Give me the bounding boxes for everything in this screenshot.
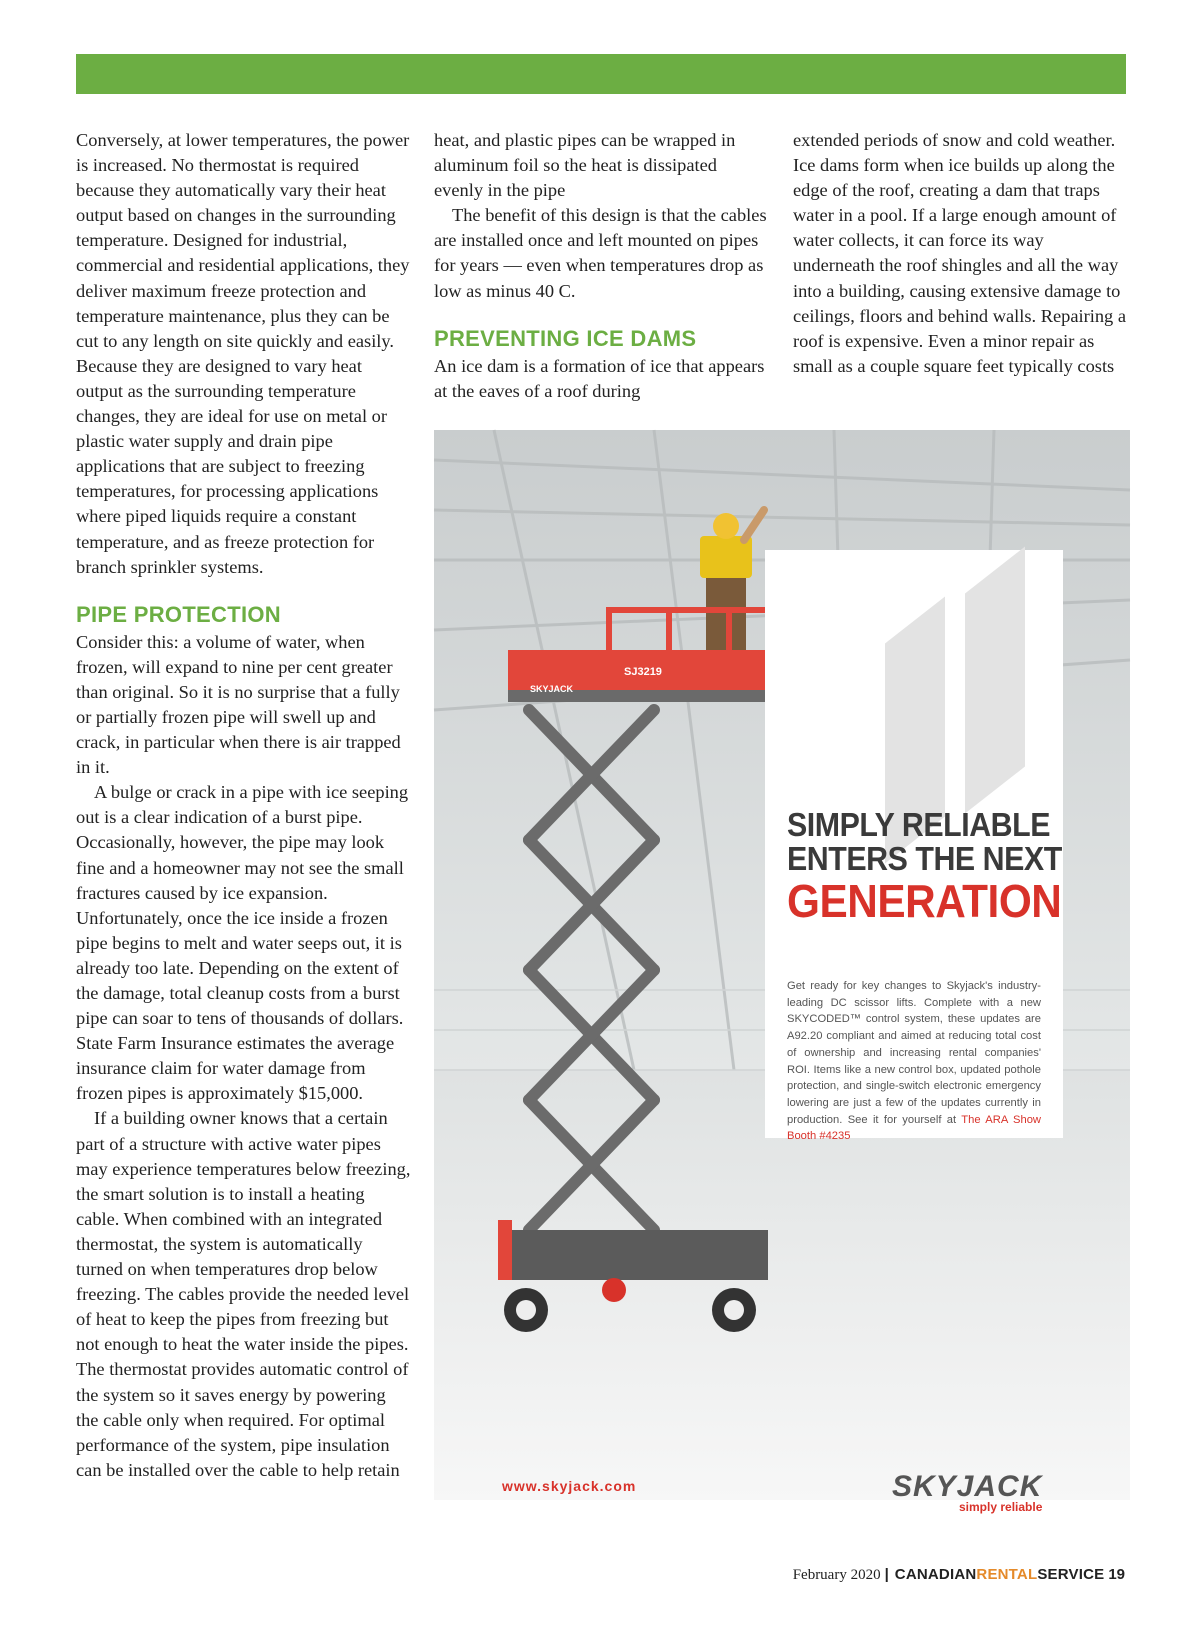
article-column-3 [793,128,1129,379]
magazine-title [895,1566,1105,1583]
skyjack-advertisement [434,430,1130,1514]
header-accent-bar [76,54,1126,94]
ad-body-text [787,978,1041,1145]
paragraph: An ice dam is a formation of ice that appears at the eaves of a roof during [434,355,765,401]
footer-separator: | [884,1566,889,1583]
page-footer [793,1566,1125,1584]
paragraph: If a building owner knows that a certain part of a structure with active water pipes may experience temperatures below freezing, the smart solution is to install a heating cable. When combined with an integrated thermostat, the system is automatically turned on when temperatures drop below freezing. The cables provide the needed level of heat to keep the pipes from freezing but not enough to heat the water inside the pipes. The thermostat provides automatic control of the system so it saves energy by powering the cable only when required. For optimal performance of the system, pipe insulation can be installed over the cable to help retain [76,1108,411,1480]
paragraph: Conversely, at lower temperatures, the power is increased. No thermostat is required because they automatically vary their heat output based on changes in the surrounding temperature. Designed for industrial, commercial and residential applications, they deliver maximum freeze protection and temperature maintenance, plus they can be cut to any length on site quickly and easily. Because they are designed to vary heat output as the surrounding temperature changes, they are ideal for use on metal or plastic water supply and drain pipe applications that are subject to freezing temperatures, for processing applications where piped liquids require a constant temperature, and as freeze protection for branch sprinkler systems. [76,130,410,577]
article-column-1 [76,128,412,1483]
ad-text-panel [765,550,1063,1143]
magazine-title-part: RENTAL [976,1566,1038,1583]
issue-date: February 2020 [792,1567,881,1583]
article-column-2 [434,128,770,404]
ad-booth-link[interactable]: The ARA Show Booth #4235 [787,1113,1042,1143]
ad-body-copy: Get ready for key changes to Skyjack's industry-leading DC scissor lifts. Complete with a new SKYCODED™ control system, these updates are A92.20 compliant and aimed at reducing total cost of ownership and increasing rental companies' ROI. Items like a new control box, updated pothole protection, and single-switch electronic emergency lowering are just a few of the updates currently in production. See it for yourself at [787,980,1041,1126]
section-heading-preventing-ice-dams: PREVENTING ICE DAMS [434,325,697,351]
ad-website-link[interactable]: www.skyjack.com [502,1478,637,1494]
page-number: 19 [1108,1566,1125,1583]
skyjack-logo [892,1470,1042,1514]
logo-tagline: simply reliable [959,1500,1043,1514]
ad-headline [787,806,1062,927]
lift-base [498,1230,768,1280]
logo-wordmark: SKYJACK [892,1470,1043,1503]
paragraph: Consider this: a volume of water, when frozen, will expand to nine per cent greater than original. So it is no surprise that a fully or partially frozen pipe will swell up and crack, in particular when there is air trapped in it. [76,631,401,778]
section-heading-pipe-protection: PIPE PROTECTION [76,601,281,627]
paragraph: A bulge or crack in a pipe with ice seeping out is a clear indication of a burst pipe. Occasionally, however, the pipe may look fine and a homeowner may not see the small fractures caused by ice expansion. Unfortunately, once the ice inside a frozen pipe begins to melt and water seeps out, it is already too late. Depending on the extent of the damage, total cleanup costs from a burst pipe can soar to tens of thousands of dollars. State Farm Insurance estimates the average insurance claim for water damage from frozen pipes is approximately $15,000. [76,782,409,1104]
ad-headline-line1: SIMPLY RELIABLE [787,806,1051,843]
magazine-title-part: SERVICE [1037,1566,1105,1583]
paragraph: heat, and plastic pipes can be wrapped in aluminum foil so the heat is dissipated evenly in the pipe [434,130,736,201]
paragraph: extended periods of snow and cold weather. Ice dams form when ice builds up along the edge of the roof, creating a dam that traps water in a pool. If a large enough amount of water collects, it can force its way underneath the roof shingles and all the way into a building, causing extensive damage to ceilings, floors and behind walls. Repairing a roof is expensive. Even a minor repair as small as a couple square feet typically costs [793,130,1126,376]
ad-headline-line3: GENERATION [787,875,1062,927]
lift-model-label: SJ3219 [624,666,662,678]
worker-helmet [713,513,739,539]
paragraph: The benefit of this design is that the cables are installed once and left mounted on pipes for years — even when temperatures drop as low as minus 40 C. [434,205,767,301]
ad-headline-line2: ENTERS THE NEXT [787,840,1062,877]
magazine-title-part: CANADIAN [894,1566,977,1583]
lift-brand-label: SKYJACK [530,684,574,694]
